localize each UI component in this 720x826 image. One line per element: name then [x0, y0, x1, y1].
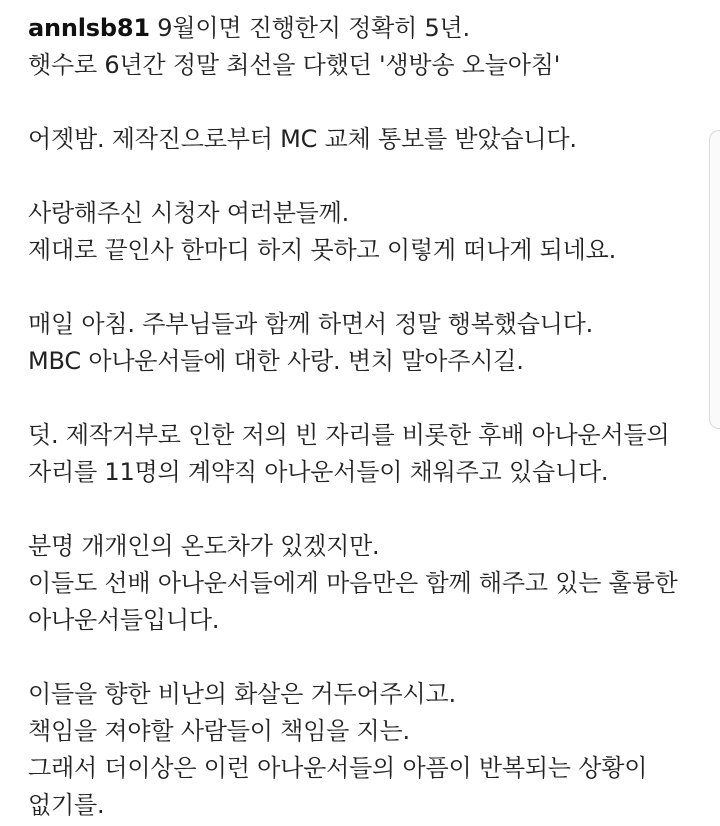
post-caption — [28, 10, 698, 824]
blank-line — [28, 491, 698, 528]
blank-line — [28, 269, 698, 306]
caption-line: 그래서 더이상은 이런 아나운서들의 아픔이 반복되는 상황이 — [28, 754, 648, 782]
scrollbar[interactable] — [709, 130, 720, 429]
caption-line: 분명 개개인의 온도차가 있겠지만. — [28, 532, 380, 560]
caption-line: 어젯밤. 제작진으로부터 MC 교체 통보를 받았습니다. — [28, 125, 577, 153]
caption-line: 사랑해주신 시청자 여러분들께. — [28, 199, 350, 227]
caption-line: 책임을 져야할 사람들이 책임을 지는. — [28, 717, 410, 745]
cropped-text-fragment — [258, 0, 272, 4]
caption-text: 9월이면 진행한지 정확히 5년. — [157, 14, 470, 42]
caption-line-1 — [28, 10, 698, 47]
caption-line: 이들을 향한 비난의 화살은 거두어주시고. — [28, 680, 456, 708]
caption-line: 없기를. — [28, 791, 105, 819]
caption-line: 덧. 제작거부로 인한 저의 빈 자리를 비롯한 후배 아나운서들의 — [28, 421, 670, 449]
caption-line: 자리를 11명의 계약직 아나운서들이 채워주고 있습니다. — [28, 458, 609, 486]
username-link[interactable]: annlsb81 — [28, 14, 150, 42]
caption-line: 제대로 끝인사 한마디 하지 못하고 이렇게 떠나게 되네요. — [28, 236, 617, 264]
caption-line: 햇수로 6년간 정말 최선을 다했던 '생방송 오늘아침' — [28, 51, 561, 79]
blank-line — [28, 380, 698, 417]
blank-line — [28, 84, 698, 121]
caption-line: 아나운서들입니다. — [28, 606, 220, 634]
caption-line: MBC 아나운서들에 대한 사랑. 변치 말아주시길. — [28, 347, 524, 375]
blank-line — [28, 158, 698, 195]
caption-line: 매일 아침. 주부님들과 함께 하면서 정말 행복했습니다. — [28, 310, 594, 338]
caption-line: 이들도 선배 아나운서들에게 마음만은 함께 해주고 있는 훌륭한 — [28, 569, 678, 597]
blank-line — [28, 639, 698, 676]
